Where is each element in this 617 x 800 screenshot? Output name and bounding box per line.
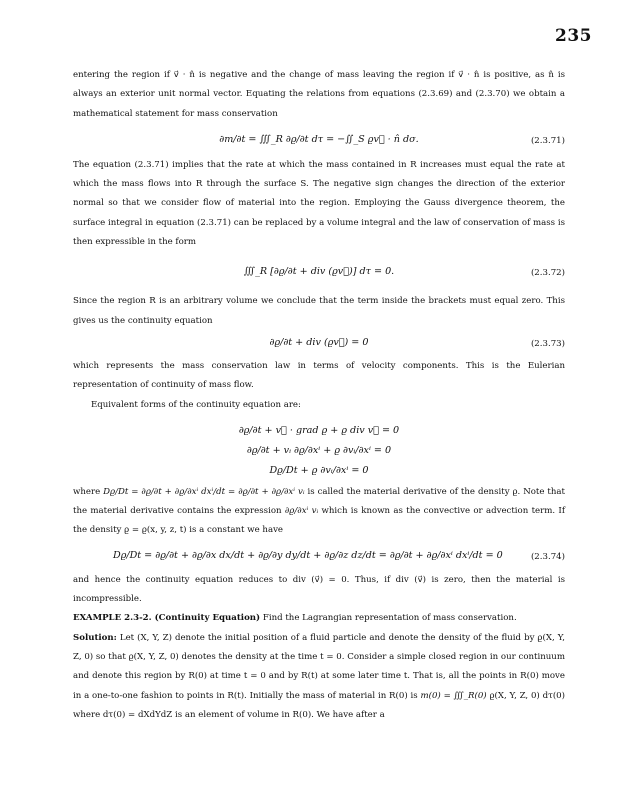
page-body xyxy=(73,66,565,725)
paragraph-6 xyxy=(73,483,565,541)
equation-number: (2.3.73) xyxy=(530,338,565,349)
equation-form-b: ∂ϱ/∂t + vᵢ ∂ϱ/∂xⁱ + ϱ ∂vᵢ/∂xⁱ = 0 xyxy=(246,444,392,456)
equation-number: (2.3.71) xyxy=(530,135,565,146)
equation-2-3-73 xyxy=(73,331,565,357)
paragraph-3: Since the region R is an arbitrary volume we conclude that the term inside the brackets must equal zero. This gives us the continuity equation xyxy=(73,296,565,326)
example-2-3-2 xyxy=(73,609,565,628)
paragraph-4: which represents the mass conservation law in terms of velocity components. This is the Eulerian representation of continuity of mass flow. xyxy=(73,360,565,391)
equivalent-forms xyxy=(73,415,565,483)
paragraph-5: Equivalent forms of the continuity equation are: xyxy=(91,399,301,410)
solution-label: Solution: xyxy=(73,632,117,643)
paragraph-2: The equation (2.3.71) implies that the rate at which the mass contained in R increases must equal the rate at which the mass flows into R through the surface S. The negative sign changes the direction of the exterior normal so that we consider flow of material into the region. Employing the Gauss divergence theorem, the surface integral in equation (2.3.71) can be replaced by a volume integral and the law of conservation of mass is then expressible in the form xyxy=(73,159,565,248)
paragraph-7: and hence the continuity equation reduces to div (v⃗) = 0. Thus, if div (v⃗) is zero, then the material is incompressible. xyxy=(73,574,565,605)
solution xyxy=(73,629,565,725)
equation-number: (2.3.72) xyxy=(530,268,565,279)
material-derivative-equation: Dϱ/Dt = ∂ϱ/∂t + ∂ϱ/∂xⁱ dxⁱ/dt = ∂ϱ/∂t + ∂ϱ/∂xⁱ vᵢ xyxy=(103,486,305,497)
equation-form-c: Dϱ/Dt + ϱ ∂vᵢ/∂xⁱ = 0 xyxy=(269,464,369,476)
convective-term: ∂ϱ/∂xⁱ vᵢ xyxy=(284,506,319,517)
example-label: EXAMPLE 2.3-2. (Continuity Equation) xyxy=(73,613,261,624)
paragraph-6-text: is called the material derivative of the density ϱ. Note that the material derivative contains the expression xyxy=(73,486,565,517)
initial-mass-equation: m(0) = ∭_R(0) xyxy=(420,690,487,701)
equation-2-3-71 xyxy=(73,124,565,156)
equation-form-a: ∂ϱ/∂t + v⃗ · grad ϱ + ϱ div v⃗ = 0 xyxy=(238,424,400,436)
equation-2-3-74 xyxy=(73,541,565,571)
equation-2-3-72 xyxy=(73,252,565,292)
equation-body: ∂ϱ/∂t + div (ϱv⃗) = 0 xyxy=(269,336,369,348)
equation-body: Dϱ/Dt = ∂ϱ/∂t + ∂ϱ/∂x dx/dt + ∂ϱ/∂y dy/dt + ∂ϱ/∂z dz/dt = ∂ϱ/∂t + ∂ϱ/∂xⁱ dxⁱ/dt = 0 xyxy=(113,549,503,561)
equation-number: (2.3.74) xyxy=(530,551,565,562)
equation-body: ∂m/∂t = ∭_R ∂ϱ/∂t dτ = −∬_S ϱv⃗ · n̂ dσ. xyxy=(219,133,419,145)
paragraph-1: entering the region if v⃗ · n̂ is negative and the change of mass leaving the region if v⃗ · n̂ is positive, as n̂ is always an exterior unit normal vector. Equating the relations from equations (2.3.69) and (2.3.70) we obtain a mathematical statement for mass conservation xyxy=(73,70,565,119)
page-number: 235 xyxy=(555,26,592,46)
equation-body: ∭_R [∂ϱ/∂t + div (ϱv⃗)] dτ = 0. xyxy=(243,266,395,278)
where-label: where xyxy=(73,486,101,497)
solution-tail: ϱ(X, Y, Z, 0) dτ(0) where dτ(0) = dXdYdZ is an element of volume in R(0). We have after a xyxy=(73,690,565,720)
example-text: Find the Lagrangian representation of mass conservation. xyxy=(262,613,517,624)
solution-text: Let (X, Y, Z) denote the initial position of a fluid particle and denote the density of the fluid by ϱ(X, Y, Z, 0) so that ϱ(X, Y, Z, 0) denotes the density at the time t = 0. Consider a simple closed region in our continuum and denote this region by R(0) at time t = 0 and by R(t) at some later time t. That is, all the points in R(0) move in a one-to-one fashion to points in R(t). Initially the mass of material in R(0) is xyxy=(73,632,565,701)
paragraph-6-tail: which is known as the convective or advection term. If the density ϱ = ϱ(x, y, z, t) is a constant we have xyxy=(73,506,565,536)
